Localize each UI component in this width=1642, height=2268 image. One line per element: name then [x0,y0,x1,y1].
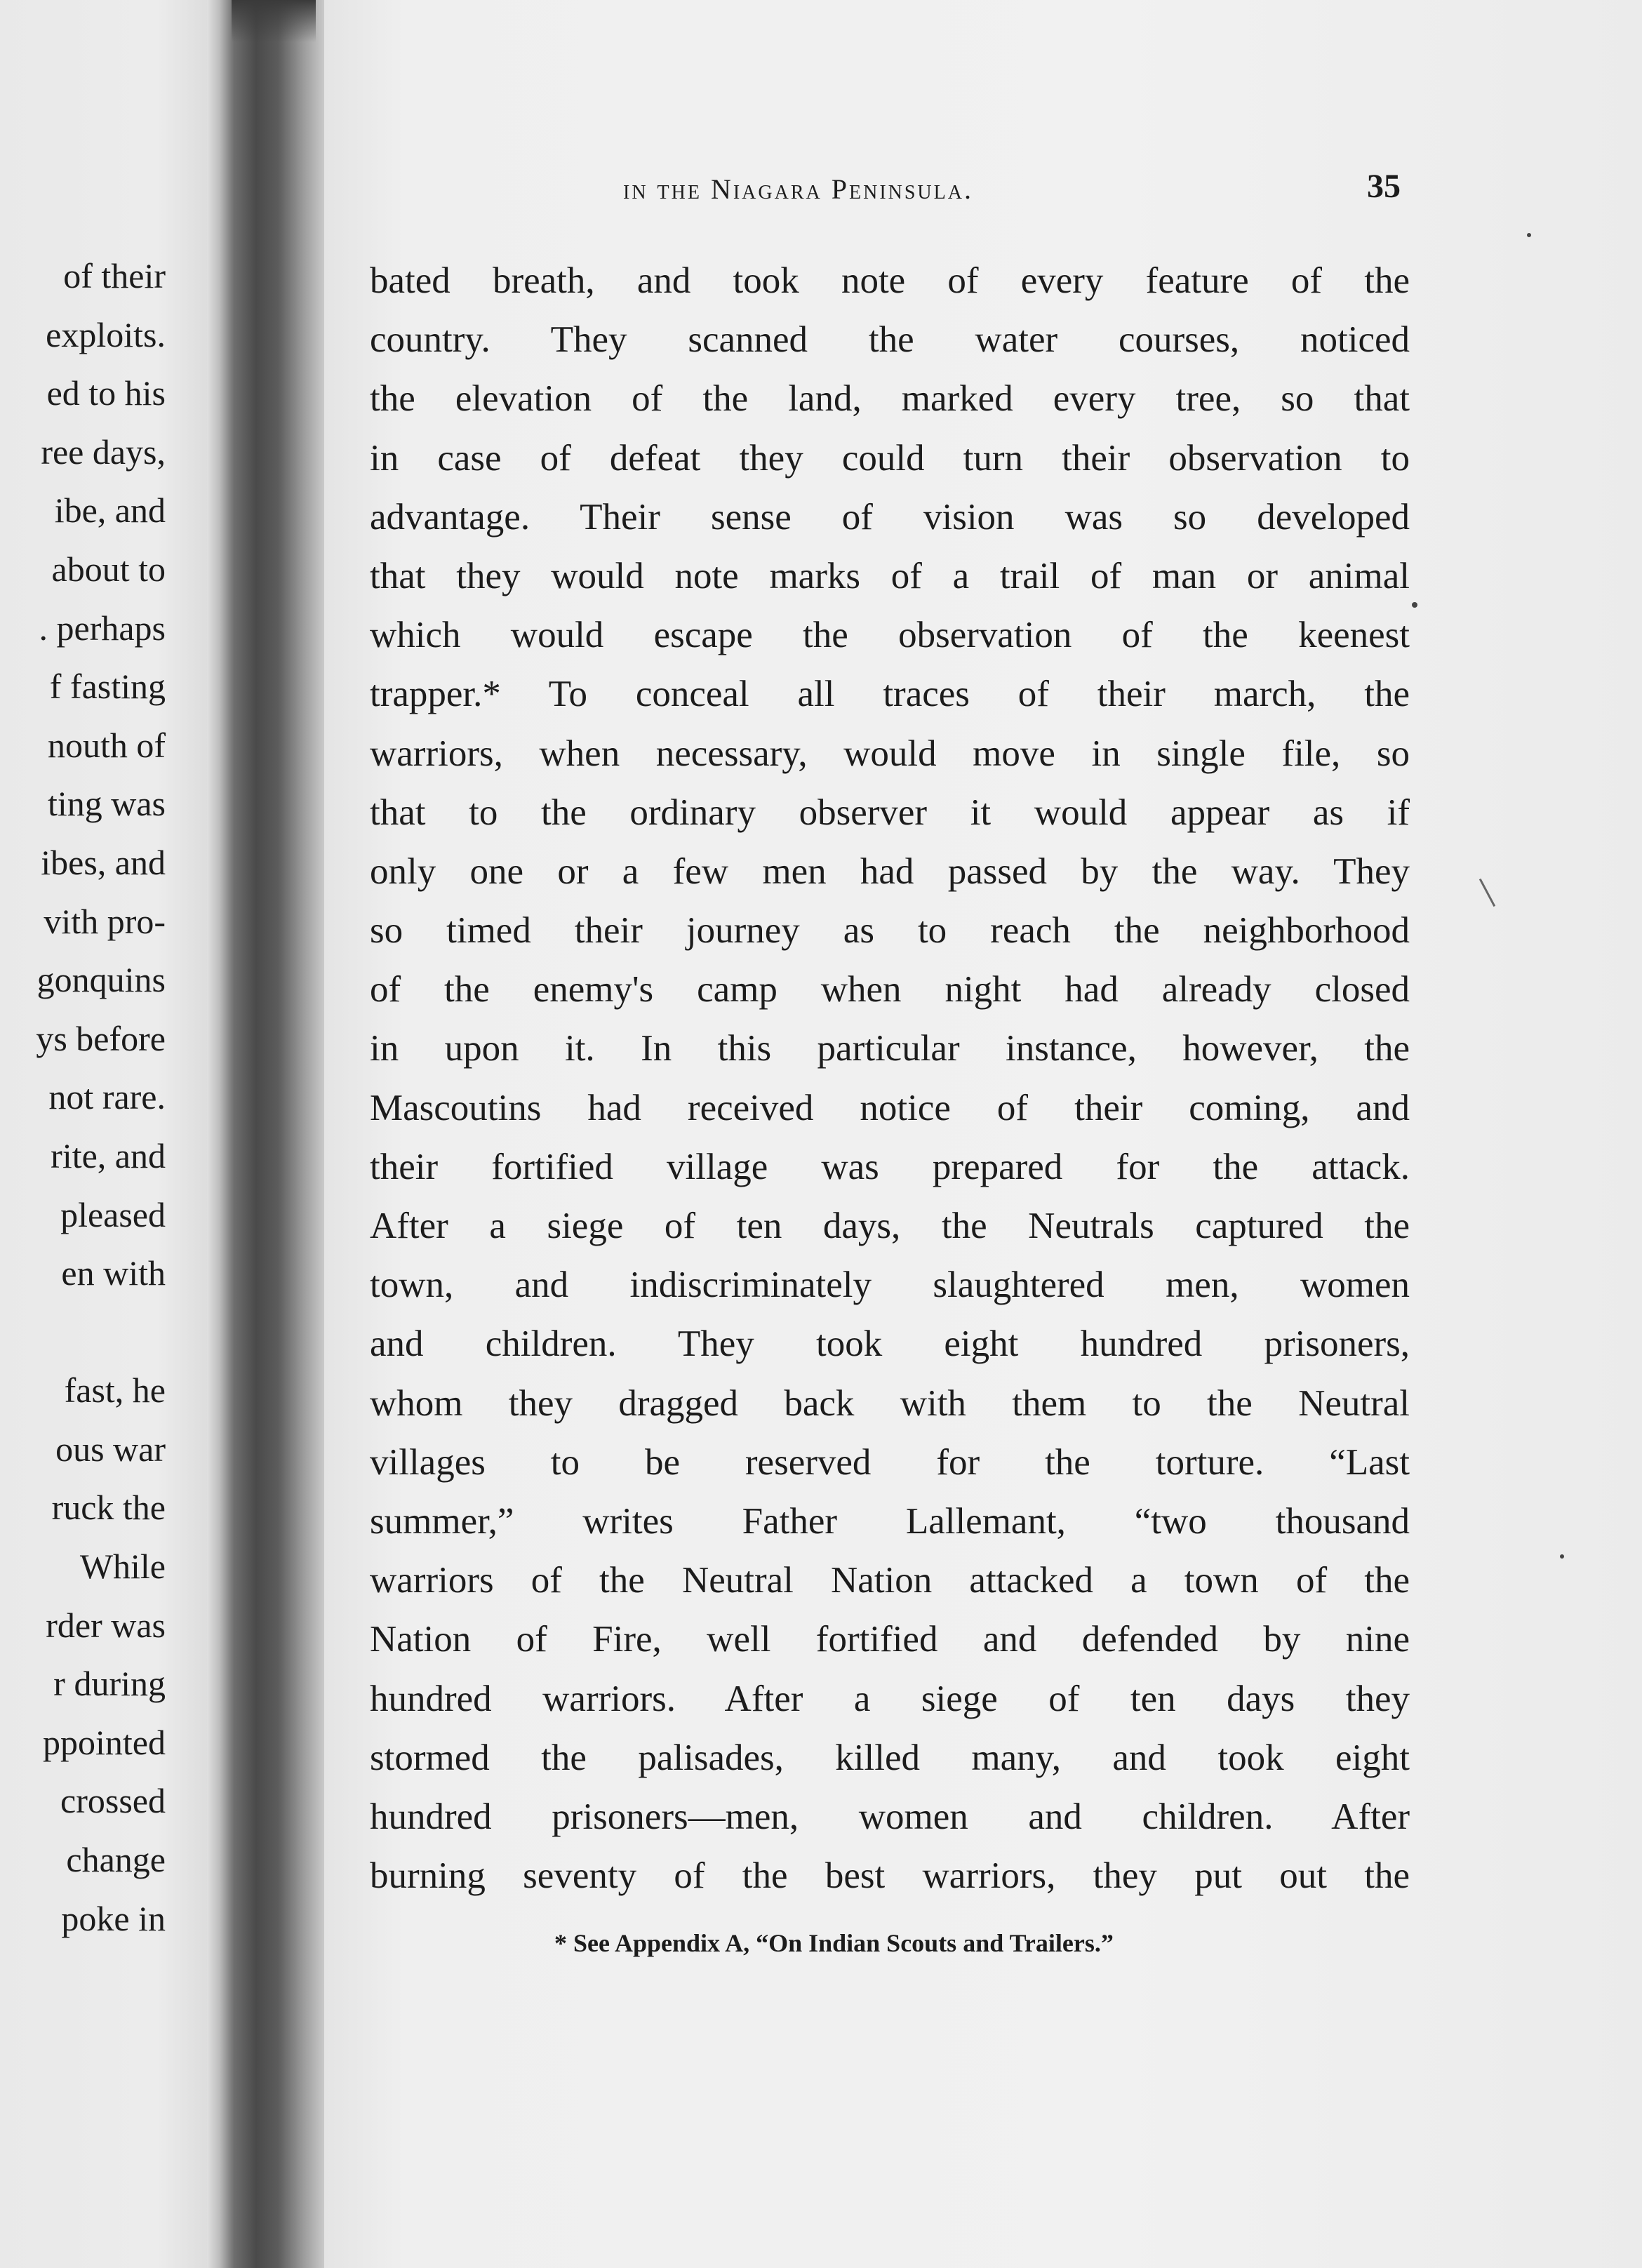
text-line: advantage. Their sense of vision was so developed [370,496,1410,538]
text-line: Nation of Fire, well fortified and defended by nine [370,1619,1410,1660]
text-line: town, and indiscriminately slaughtered men, women [370,1265,1410,1306]
left-page-line: fast, he [64,1370,166,1410]
footnote: * See Appendix A, “On Indian Scouts and Trailers.” [554,1929,1114,1957]
left-page-line: ree days, [41,432,166,472]
left-page-line: not rare. [48,1077,166,1117]
left-page-line: rite, and [51,1135,166,1175]
text-line: stormed the palisades, killed many, and took eight [370,1737,1410,1778]
book-gutter-shadow [207,0,330,2268]
gutter-top-shadow [232,0,316,42]
page-number: 35 [1367,168,1401,205]
left-page-line: poke in [61,1898,166,1938]
text-line: hundred warriors. After a siege of ten days they [370,1678,1410,1719]
left-page-line: . perhaps [39,608,166,648]
text-line: After a siege of ten days, the Neutrals captured the [370,1206,1410,1246]
text-line: trapper.* To conceal all traces of their march, the [370,674,1410,715]
text-line: of the enemy's camp when night had already closed [370,969,1410,1010]
text-line: their fortified village was prepared for the attack. [370,1146,1410,1187]
left-page-line: nouth of [47,725,166,765]
body-text [370,251,1410,1905]
text-line: country. They scanned the water courses, noticed [370,319,1410,361]
left-page-line: f fasting [49,667,166,707]
text-line: Mascoutins had received notice of their coming, and [370,1087,1410,1128]
left-page-line: change [66,1840,166,1880]
left-page-line: ruck the [51,1488,166,1528]
text-line: in upon it. In this particular instance, however, the [370,1028,1410,1069]
left-page-line: r during [53,1664,166,1704]
left-page-line: ppointed [43,1722,166,1762]
left-page-line: exploits. [46,314,166,354]
text-line: whom they dragged back with them to the Neutral [370,1382,1410,1424]
left-page-line: vith pro- [44,901,166,941]
text-line: bated breath, and took note of every feature of the [370,260,1410,301]
text-line: hundred prisoners—men, women and children. After [370,1796,1410,1837]
left-page-line: ous war [55,1429,166,1469]
left-page-line: ibes, and [41,842,166,882]
text-line: villages to be reserved for the torture. “Last [370,1441,1410,1483]
paper-speck [1560,1554,1564,1559]
left-page-line [0,1303,166,1362]
text-line: that they would note marks of a trail of man or animal [370,555,1410,596]
left-page-line: gonquins [36,960,166,1000]
text-line: warriors, when necessary, would move in single file, so [370,733,1410,774]
paper-speck [1412,602,1417,608]
left-page-line: rder was [46,1605,166,1645]
left-page-text [0,247,166,1948]
text-line: in case of defeat they could turn their observation to [370,437,1410,479]
text-line: that to the ordinary observer it would appear as if [370,792,1410,833]
left-facing-page [0,0,225,2268]
running-head-text: in the Niagara Peninsula. [623,173,973,205]
text-line: the elevation of the land, marked every tree, so that [370,378,1410,420]
left-page-line: ys before [36,1018,166,1058]
text-line: summer,” writes Father Lallemant, “two thousand [370,1500,1410,1542]
text-line: and children. They took eight hundred prisoners, [370,1323,1410,1365]
text-line: which would escape the observation of the keenest [370,615,1410,656]
left-page-line: While [79,1547,166,1587]
text-line: warriors of the Neutral Nation attacked a town of the [370,1560,1410,1601]
left-page-line: ting was [47,784,166,824]
running-head [623,173,1184,206]
text-line: burning seventy of the best warriors, they put out the [370,1855,1410,1897]
left-page-line: of their [63,256,166,295]
left-page-line: ed to his [46,373,166,413]
left-page-line: about to [51,549,166,589]
paper-speck [1527,233,1531,237]
text-line: so timed their journey as to reach the neighborhood [370,910,1410,952]
left-page-line: pleased [60,1194,166,1234]
left-page-line: en with [61,1253,166,1293]
left-page-line: ibe, and [54,491,166,531]
text-line: only one or a few men had passed by the way. They [370,850,1410,892]
left-page-line: crossed [60,1781,166,1821]
